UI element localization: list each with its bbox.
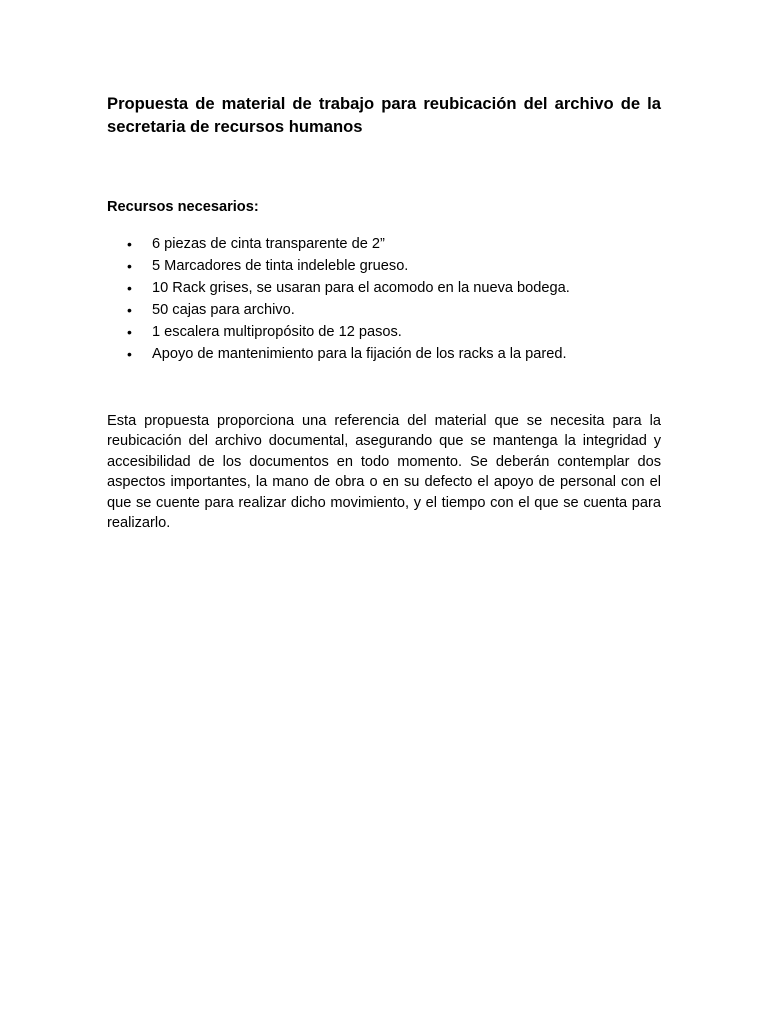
list-item (107, 277, 661, 299)
bullet-icon: • (127, 324, 132, 340)
list-item (107, 233, 661, 255)
list-item (107, 255, 661, 277)
list-item (107, 321, 661, 343)
resources-heading: Recursos necesarios: (107, 199, 259, 215)
list-item-text: 1 escalera multipropósito de 12 pasos. (152, 324, 402, 340)
list-item-text: Apoyo de mantenimiento para la fijación de los racks a la pared. (152, 346, 567, 362)
list-item-text: 50 cajas para archivo. (152, 302, 295, 318)
bullet-icon: • (127, 346, 132, 362)
bullet-icon: • (127, 302, 132, 318)
document-title: Propuesta de material de trabajo para reubicación del archivo de la secretaria de recursos humanos (107, 94, 661, 136)
document-page (107, 92, 661, 533)
bullet-icon: • (127, 280, 132, 296)
list-item-text: 5 Marcadores de tinta indeleble grueso. (152, 258, 409, 274)
bullet-icon: • (127, 258, 132, 274)
bullet-icon: • (127, 236, 132, 252)
list-item-text: 10 Rack grises, se usaran para el acomodo en la nueva bodega. (152, 280, 570, 296)
list-item (107, 343, 661, 365)
body-paragraph: Esta propuesta proporciona una referencia del material que se necesita para la reubicación del archivo documental, asegurando que se mantenga la integridad y accesibilidad de los documentos en todo momento. Se deberán contemplar dos aspectos importantes, la mano de obra o en su defecto el apoyo de personal con el que se cuente para realizar dicho movimiento, y el tiempo con el que se cuenta para realizarlo. (107, 413, 661, 532)
list-item (107, 299, 661, 321)
list-item-text: 6 piezas de cinta transparente de 2” (152, 236, 385, 252)
resources-list (107, 233, 661, 365)
